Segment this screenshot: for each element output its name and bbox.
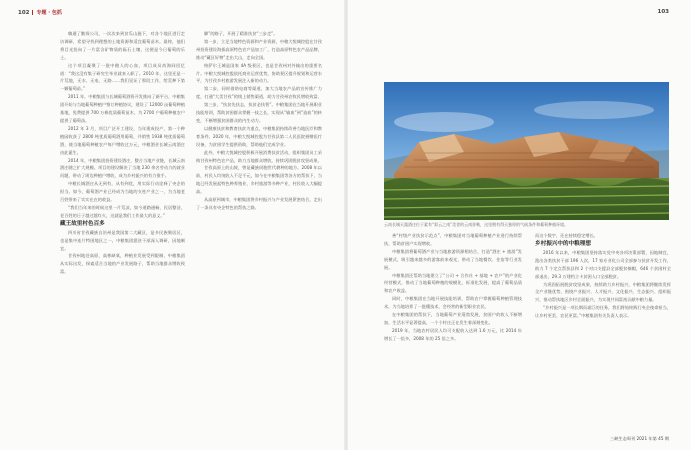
paragraph: 甘孜高原上的山坡，曾是藏族同胞世代耕种的地方。2008 年以前，村民人均纯收入不足千元，如今在中粮集团等各方的帮扶下，当地已经发展起特色种养殖业、乡村旅游等多种产业，村民收入大幅提高。 [196,165,322,195]
paragraph: 嗨通了勤探公司，一次次来到贫瓜山施下，对各个地区进行走访调研，希望寻找到理想的土地资源和适宜葡萄苗木。最终，他们将目光投向了一片富含矿物质的砾石土壤，这便是今日葡萄的乐土。 [60,31,185,60]
page-footer: 三峡生态周刊 2021 年第 45 期 [610,436,669,441]
paragraph: 脚”的路子，开展了精准扶贫“三步走”。 [204,31,278,36]
column-2 [196,30,322,442]
column-3 [384,232,522,442]
paragraph: 而这个数字，还在持续稳定增长。 [535,233,598,238]
paragraph: “乡村振兴是一项长期而艰巨的任务，我们将始终践行央企使命担当，让乡村更美、农民更富。”中粮集团有关负责人表示。 [535,305,671,319]
paragraph: 2011 年，中粮集团与长城葡萄酒资开发推向了新平台，中粮集团开始与当地葡萄种植户签订种植协议，建设了 12000 亩葡萄种植基地，免费提供 700 万株优质葡萄苗木，为 2700 户葡萄种植农户提供了葡萄苗。 [60,94,185,123]
paragraph: 同时，中粮集团在当地开展技能培训，帮助农户掌握葡萄种植管理技术，为当地培养了一批懂技术、会经营的新型职业农民。 [384,296,522,310]
right-page-header [658,9,669,15]
section-heading: 乡村振兴中的中粮理想 [535,240,591,247]
paragraph: 中粮长城酒庄从无到有，从有到优，用实际行动诠释了央企的担当。如今，葡萄酒产业已经成为当地的支柱产业之一，为当地老百姓带来了实实在在的收益。 [60,181,185,203]
section-heading: 藏王故里村色百多 [60,220,105,227]
paragraph: 这个项目凝聚了一批中粮人的心血，项目成员尚海同回忆道：“我这没有集子研究生毕业就来入职了。2010 年，这里还是一片荒地，无水、无电、无路……我们见证了那段工作，给荒种下第一颗葡萄苗。” [60,62,185,92]
book-gutter [344,0,348,450]
winery-photo-illustration [384,82,669,220]
paragraph: 第一步，立足当地特色资源和产业资源，中粮大悦城控股在甘孜州投资建设海拔高原特色农产品加工厂，打造高原特色农产品品牌，推动“藏区好物”走出大山，走向全国。 [196,38,322,60]
paragraph: 此外，中粮大悦城控股积极开展消费扶贫活动，组织集团员工采购甘孜州特色农产品，助力当地群众增收，持续巩固脱贫攻坚成果。 [196,149,322,163]
paragraph: 为巩固拓展脱贫攻坚成果，持续助力乡村振兴，中粮集团将继续发挥全产业链优势，围绕产业振兴、人才振兴、文化振兴、生态振兴、组织振兴，推动帮扶地区乡村全面振兴，为实现共同富裕贡献中粮力量。 [535,281,671,303]
paragraph: 2012 年 3 月，项目广泛开工建设，当年建成投产，第一个种植园收获了 2800 吨优质葡萄酒用葡萄，并销售 1938 吨优质葡萄酒，使当地葡萄种植农户每户增收过万元，中粮酒业长城云南酒庄由此诞生。 [60,125,185,155]
photo-caption: 云南长城天露酒庄位于素有“彩云之南”美誉的云南弥勒，这里拥有得天独厚的气候条件和葡萄种植环境。 [384,222,569,227]
paragraph: 中粮集团还帮助当地建立了“公司 + 合作社 + 基地 + 农户”的产业化经营模式，推动了当地葡萄种植的规模化、标准化发展，提高了葡萄品质和农户收益。 [384,272,522,294]
paragraph: 格萨尔王城是国家 4A 级景区，也是甘孜州对外输出的重要名片。中粮大悦城控股依托商业运营优势，协助景区提升规划和运营水平，为甘孜乡村旅游发展注入新的动力。 [196,62,322,84]
left-page-number: 102 [18,10,30,16]
header-divider [32,10,33,15]
paragraph: “我们当年来的时候这里一片荒凉，如今道路通畅、民居整洁，老百姓的日子越过越红火，这就是我们工作最大的意义。” [60,204,185,218]
paragraph: 2019 年，当地农村居民人均可支配收入达到 1.6 万元，比 2014 年增长了一倍多，2008 年的 25 倍之多。 [384,327,522,341]
paragraph: 在中粮集团的帮扶下，当地葡萄产业蓬勃发展，贫困户的收入不断增加，生活水平显著提高，一个个村庄正在发生着深刻变化。 [384,312,522,325]
paragraph: 甘孜州地处高原，高寒缺氧，种植业发展受到限制，中粮集团从实际出发，探索适合当地的产业发展路子，帮助当地群众增收致富。 [60,253,185,275]
column-4 [535,232,671,422]
right-page-number: 103 [657,9,669,15]
paragraph: 第二步，同时借助电商等渠道，加大当地农产品的宣传推广力度，打通“大美甘孜”的线上销售渠道，助力甘孜州农牧民增收致富。 [196,86,322,100]
left-page-header [18,9,62,16]
paragraph: 第三步，“扶贫先扶志，扶贫必扶智”。中粮集团在当地开展职业技能培训，帮助贫困群众掌握一技之长，实现从“输血”到“造血”的转变，不断增强贫困群众的内生动力。 [196,102,322,123]
paragraph: 2016 年以来，中粮集团坚持落实党中央各项决策部署，因地制宜，派出各类扶贫干部 196 人次，17 家专业化公司全部参与扶贫开发工作，助力 7 个定点帮扶县和 2 个对口支援县全部脱贫摘帽，646 个贫困村全部退出，29.3 万建档立卡贫困人口全部脱贫。 [535,249,671,279]
section-label: 专题 · 包抓 [36,10,62,16]
paragraph: 从高原到城市，中粮集团将乡村振兴与产业发展紧密结合，走出了一条具有央企特色的帮扶之路。 [196,197,322,210]
paragraph: 四川省甘孜藏族自治州是我国第二大藏区，是多民族聚居区，也是集中连片特困地区之一。中粮集团派驻干部深入调研，因地制宜。 [60,229,185,251]
paragraph: 以健康扶贫和教育扶贫为重点，中粮集团持续改善当地医疗和教育条件。2020 年，中粮大悦城控股为甘孜县第二人民医院捐赠医疗设备，为贫困学生提供资助，帮助他们完成学业。 [196,125,322,147]
paragraph: 中粮集团将葡萄酒产业与当地旅游资源相结合，打造“酒庄 + 旅游”发展模式，吸引越来越多的游客前来观光，带动了当地餐饮、住宿等行业发展。 [384,248,522,270]
winery-photo [384,82,669,220]
paragraph: 2014 年，中粮集团投资建设酒庄，整合当地产业链，长城云南酒庄随之扩大规模。项目的建设解决了当地 230 余名劳动力的就业问题，带动了周边种植户增收，成为乡村振兴的有力推手。 [60,157,185,179]
column-1 [60,30,185,442]
paragraph: 善“村级产业扶贫示范点”，中粮集团对当地葡萄种植产业进行持续帮扶，帮助贫困户实现增收。 [384,233,522,246]
